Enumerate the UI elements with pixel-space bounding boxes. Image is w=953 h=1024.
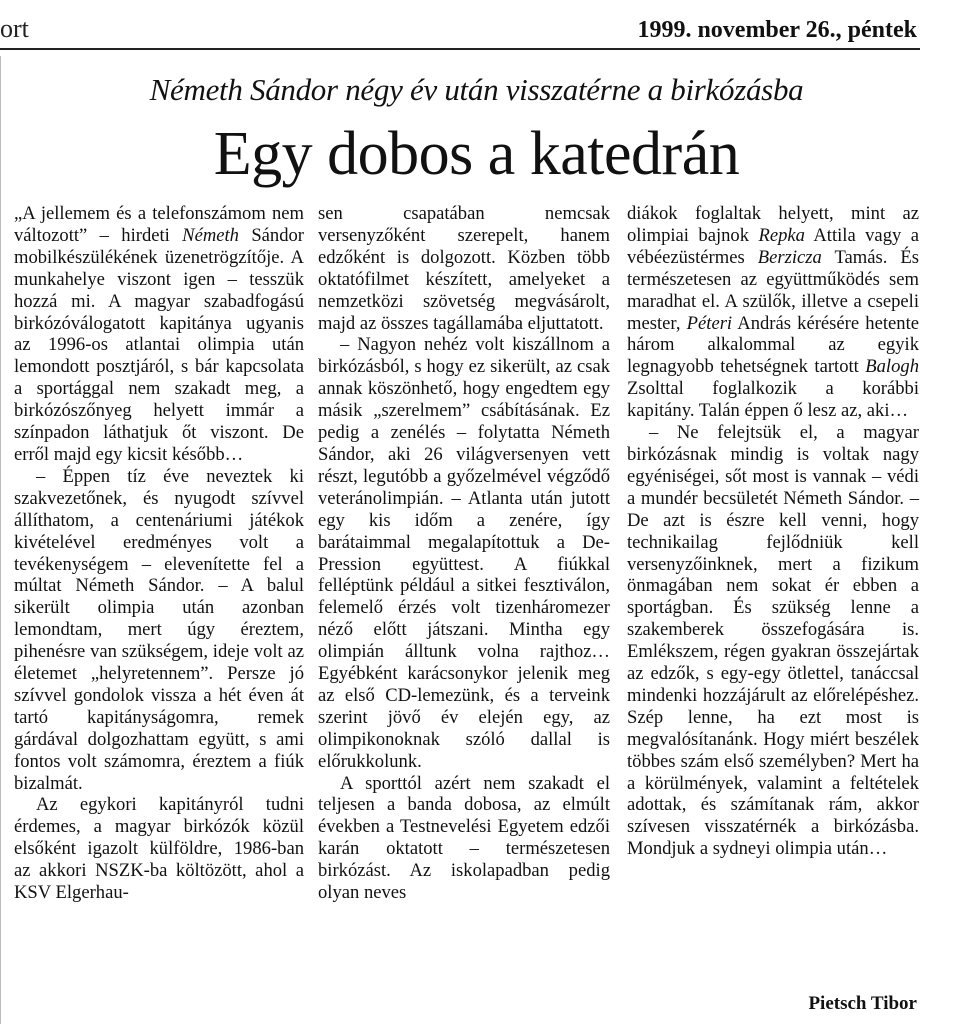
person-name: Balogh [865,356,919,378]
text-run: Sándor mobilkészülékének üzenetrögzítője. A munkahelye viszont igen – tesszük hozzá mi. A magyar szabadfogású birkózóválogatott kapitánya ugyanis az 1996-os atlantai olimpia után lemondott posztjáról, s bár kapcsolata a sportággal nem szakadt meg, a birkózószőnyeg helyett immár a színpadon láthatjuk őt viszont. De erről majd egy kicsit később… [14,224,305,465]
section-label: ort [0,14,29,43]
page-header [0,0,953,50]
text-run: Attila vagy a vébéezüstérmes [627,224,919,268]
article-headline: Egy dobos a katedrán [213,120,740,188]
paragraph: – Nagyon nehéz volt kiszállnom a birkózásból, s hogy ez sikerült, az csak annak köszönhető, hogy engedtem egy másik „szerelmem” csábításának. Ez pedig a zenélés – folytatta Németh Sándor, aki 26 világversenyen vett részt, legutóbb a győzelmével végződő veteránolimpián. – Atlanta után jutott egy kis időm a zenére, így barátaimmal megalapítottuk a De-Pression együttest. A fiúkkal felléptünk például a sitkei fesztiválon, felemelő érzés volt tizenháromezer néző előtt játszani. Mintha egy olimpián álltunk volna rajthoz… Egyébként karácsonykor jelenik meg az első CD-lemezünk, és a terveink szerint jövő év elején egy, az olimpikonoknak szóló dallal is előrukkolunk. [318,334,610,772]
paragraph: sen csapatában nemcsak versenyzőként szerepelt, hanem edzőként is dolgozott. Közben több oktatófilmet készített, amelyeket a nemzetközi szövetség megvásárolt, majd az összes tagállamába eljuttatott. [318,203,610,334]
article-column-1 [14,203,304,904]
person-name: Repka [758,224,805,246]
person-name: Németh [182,224,239,246]
paragraph [14,203,304,466]
left-margin-rule [0,56,1,1024]
paragraph: – Ne felejtsük el, a magyar birkózásnak mindig is voltak nagy egyéniségei, sőt most is vannak – védi a mundér becsületét Németh Sándor. – De azt is észre kell venni, hogy technikailag fejlődniük kell versenyzőinknek, mert a fizikum önmagában nem sokat ér ebben a sportágban. És szükség lenne a szakemberek összefogására is. Emlékszem, régen gyakran összejártak az edzők, s egy-egy ötlettel, tanáccsal mindenki hozzájárult az előrelépéshez. Szép lenne, ha ezt most is megvalósítanánk. Hogy miért beszélek többes szám első személyben? Mert ha a körülmények, valamint a feltételek adottak, és számítanak rám, akkor szívesen visszatérnék a birkózásba. Mondjuk a sydneyi olimpia után… [627,422,919,860]
article-kicker: Németh Sándor négy év után visszatérne a birkózásba [149,72,804,107]
article-column-3 [627,203,919,860]
text-run: Zsolttal foglalkozik a korábbi kapitány. Talán éppen ő lesz az, aki… [627,378,919,422]
text-run: Tamás. És természetesen az együttműködés sem maradhat el. A szülők, illetve a csepeli mester, [627,246,919,334]
author-byline: Pietsch Tibor [808,993,917,1014]
text-run: diákok foglaltak helyett, mint az olimpiai bajnok [627,203,919,246]
paragraph [627,203,919,422]
person-name: Berzicza [757,246,822,268]
header-rule [0,48,920,50]
issue-date: 1999. november 26., péntek [637,17,917,43]
article-column-2 [318,203,610,904]
paragraph: – Éppen tíz éve neveztek ki szakvezetőnek, és nyugodt szívvel állíthatom, a centenáriumi játékok kivételével eredményes volt a tevékenységem – elevenítette fel a múltat Németh Sándor. – A balul sikerült olimpia után azonban lemondtam, mert úgy éreztem, pihenésre van szükségem, ideje volt az életemet „helyretennem”. Persze jó szívvel gondolok vissza a hét éven át tartó kapitányságomra, remek gárdával dolgozhattam együtt, s ami fontos volt számomra, éreztem a fiúk bizalmát. [14,465,304,794]
person-name: Péteri [686,312,733,334]
paragraph: A sporttól azért nem szakadt el teljesen a banda dobosa, az elmúlt években a Testnevelési Egyetem edzői karán oktatott – természetesen birkózást. Az iskolapadban pedig olyan neves [318,772,610,904]
text-run: „A jellemem és a telefonszámom nem változott” – hirdeti [14,203,304,246]
text-run: András kérésére hetente három alkalommal az egyik legnagyobb tehetségnek tartott [627,312,919,378]
paragraph: Az egykori kapitányról tudni érdemes, a magyar birkózók közül elsőként igazolt külföldre, 1986-ban az akkori NSZK-ba költözött, ahol a KSV Elgerhau- [14,794,304,904]
